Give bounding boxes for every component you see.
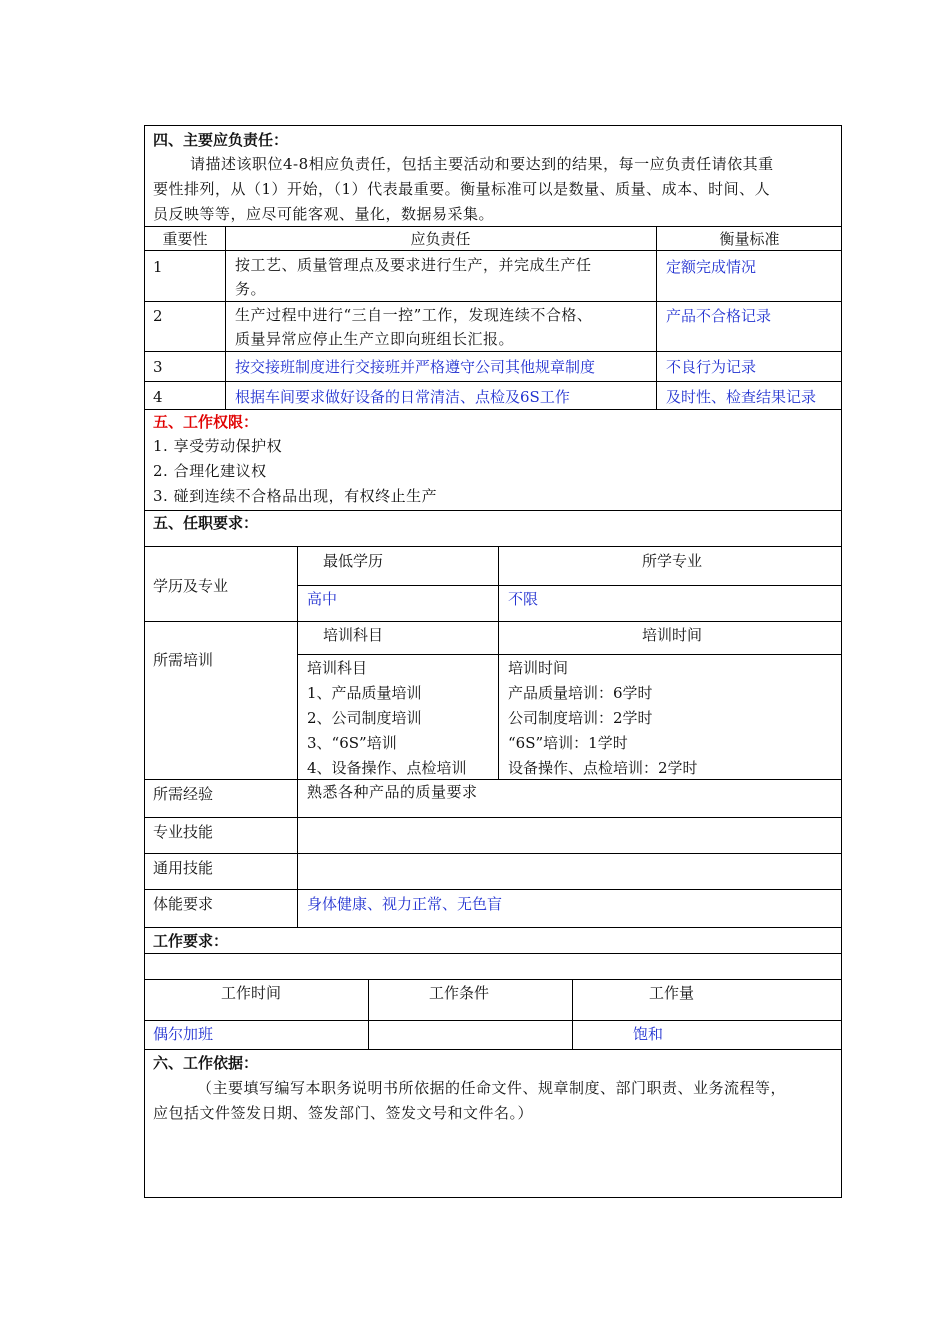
train-time-4: 设备操作、点检培训：2学时 — [508, 759, 698, 777]
authority-title: 五、工作权限： — [153, 413, 259, 431]
work-load-header: 工作量 — [649, 984, 695, 1002]
train-header-subject: 培训科目 — [323, 626, 384, 644]
authority-item-1: 1. 享受劳动保护权 — [153, 437, 283, 455]
section4-title: 四、主要应负责任： — [153, 131, 289, 149]
train-subject-1: 1、产品质量培训 — [307, 684, 422, 702]
work-time-header: 工作时间 — [221, 984, 282, 1002]
duty-row-2-text-l2: 质量异常应停止生产立即向班组长汇报。 — [235, 330, 515, 348]
phys-label: 体能要求 — [153, 895, 214, 913]
edu-label: 学历及专业 — [153, 577, 229, 595]
col-header-measure: 衡量标准 — [719, 230, 780, 248]
edu-major-value: 不限 — [508, 590, 539, 608]
work-req-title: 工作要求： — [153, 932, 229, 950]
train-time-1: 产品质量培训：6学时 — [508, 684, 653, 702]
edu-header-min: 最低学历 — [323, 552, 384, 570]
train-time-3: “6S”培训：1学时 — [508, 734, 628, 752]
duty-row-1-text-l1: 按工艺、质量管理点及要求进行生产，并完成生产任 — [235, 256, 592, 274]
section6-line2: 应包括文件签发日期、签发部门、签发文号和文件名。） — [153, 1104, 534, 1122]
duty-row-2-no: 2 — [153, 307, 163, 325]
duty-row-4-no: 4 — [153, 388, 163, 406]
work-load-value: 饱和 — [633, 1025, 664, 1043]
train-subject-3: 3、“6S”培训 — [307, 734, 397, 752]
duty-row-3-no: 3 — [153, 358, 163, 376]
duty-row-2-text-l1: 生产过程中进行“三自一控”工作，发现连续不合格、 — [235, 306, 593, 324]
section6-title: 六、工作依据： — [153, 1054, 259, 1072]
train-header-time: 培训时间 — [642, 626, 703, 644]
authority-item-3: 3. 碰到连续不合格品出现，有权终止生产 — [153, 487, 438, 505]
requirements-title: 五、任职要求： — [153, 514, 259, 532]
work-time-value: 偶尔加班 — [153, 1025, 214, 1043]
pro-skill-label: 专业技能 — [153, 823, 214, 841]
duty-row-3-measure: 不良行为记录 — [666, 358, 757, 376]
section4-intro-line3: 员反映等等，应尽可能客观、量化，数据易采集。 — [153, 205, 495, 223]
train-subject-2: 2、公司制度培训 — [307, 709, 422, 727]
exp-value: 熟悉各种产品的质量要求 — [307, 783, 478, 801]
duty-row-4-text: 根据车间要求做好设备的日常清洁、点检及6S工作 — [235, 388, 570, 406]
phys-value: 身体健康、视力正常、无色盲 — [307, 895, 503, 913]
duty-row-1-measure: 定额完成情况 — [666, 258, 757, 276]
train-time-2: 公司制度培训：2学时 — [508, 709, 653, 727]
work-condition-header: 工作条件 — [429, 984, 490, 1002]
section4-intro-line1: 请描述该职位4-8相应负责任，包括主要活动和要达到的结果，每一应负责任请依其重 — [190, 155, 774, 173]
authority-item-2: 2. 合理化建议权 — [153, 462, 267, 480]
train-subject-4: 4、设备操作、点检培训 — [307, 759, 467, 777]
train-time-0: 培训时间 — [508, 659, 569, 677]
exp-label: 所需经验 — [153, 785, 214, 803]
section6-line1: （主要填写编写本职务说明书所依据的任命文件、规章制度、部门职责、业务流程等， — [197, 1079, 787, 1097]
duty-row-4-measure: 及时性、检查结果记录 — [666, 388, 817, 406]
gen-skill-label: 通用技能 — [153, 859, 214, 877]
col-header-importance: 重要性 — [162, 230, 208, 248]
train-label: 所需培训 — [153, 651, 214, 669]
duty-row-1-no: 1 — [153, 258, 163, 276]
col-header-duty: 应负责任 — [410, 230, 471, 248]
train-subject-0: 培训科目 — [307, 659, 368, 677]
duty-row-3-text: 按交接班制度进行交接班并严格遵守公司其他规章制度 — [235, 358, 596, 376]
section4-intro-line2: 要性排列，从（1）开始，（1）代表最重要。衡量标准可以是数量、质量、成本、时间、人 — [153, 180, 771, 198]
job-description-form — [144, 125, 842, 1198]
duty-row-2-measure: 产品不合格记录 — [666, 307, 772, 325]
duty-row-1-text-l2: 务。 — [235, 280, 267, 298]
edu-min-value: 高中 — [307, 590, 338, 608]
edu-header-major: 所学专业 — [642, 552, 703, 570]
